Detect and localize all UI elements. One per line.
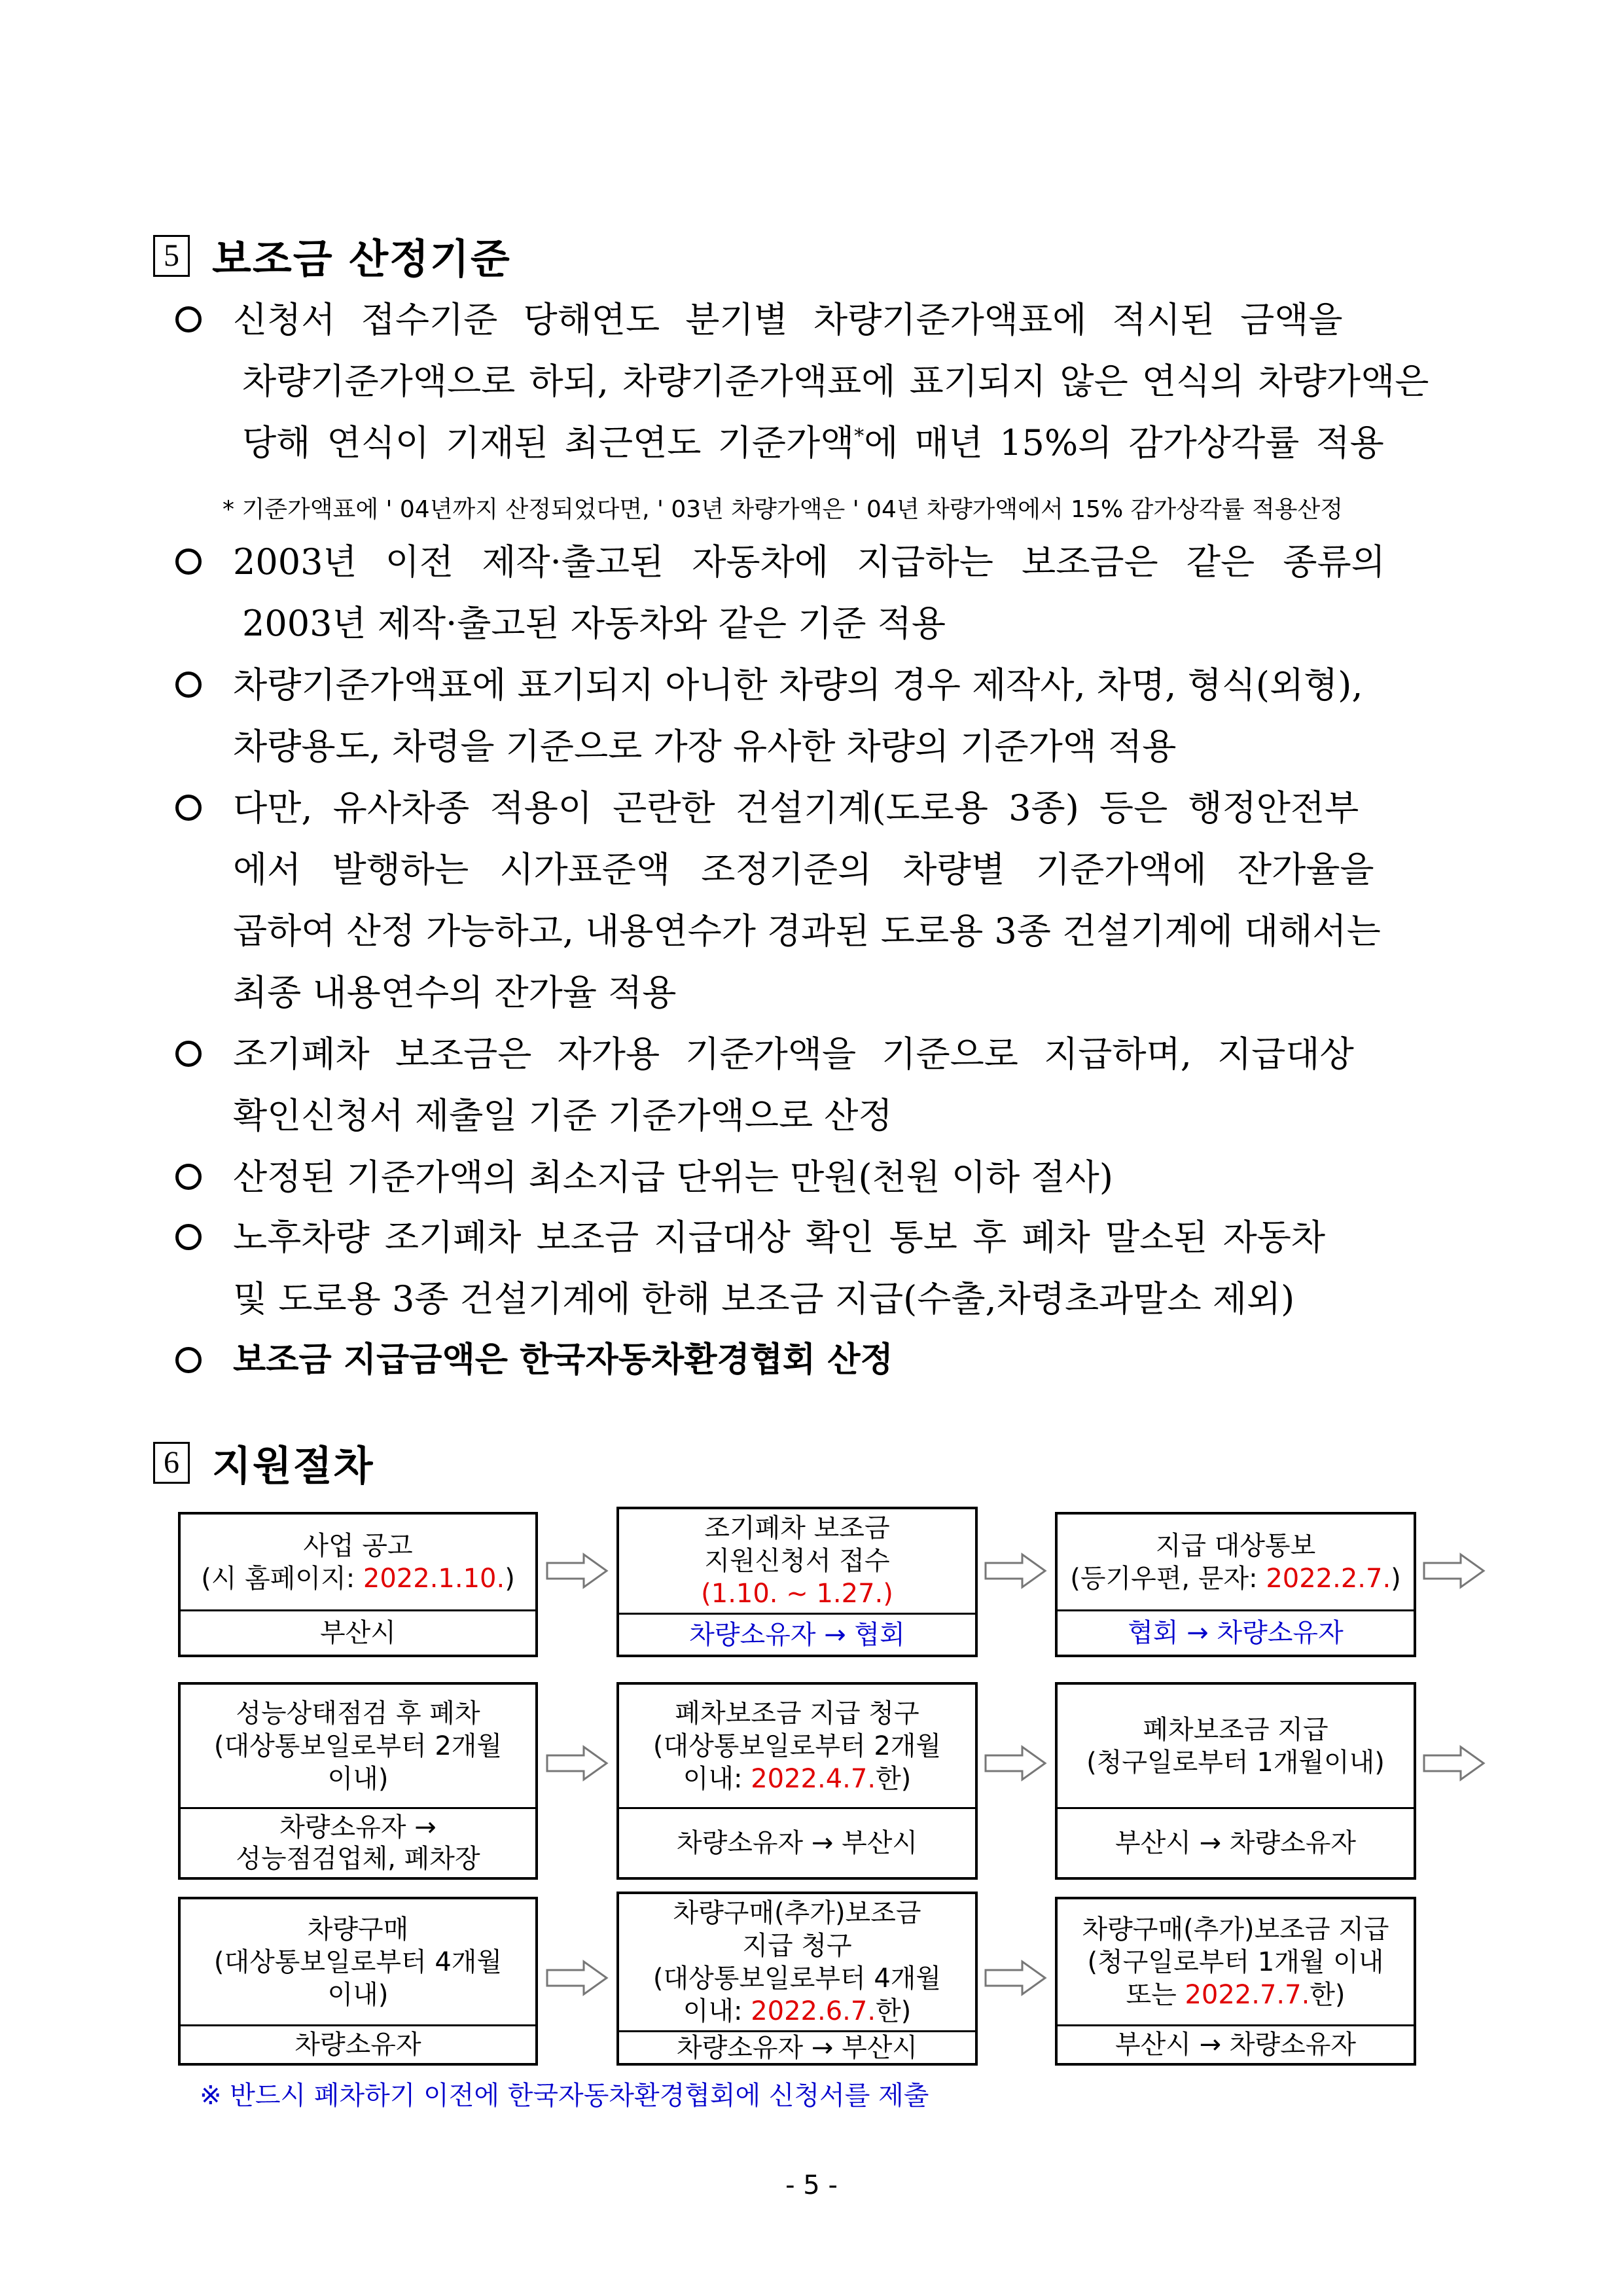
section-6-header: [153, 1433, 374, 1492]
step-1-actor: 부산시: [181, 1609, 535, 1655]
step-3-sub: (등기우편, 문자: 2022.2.7.): [1070, 1563, 1401, 1594]
step-4-box: [178, 1682, 538, 1880]
step-7-sub: (대상통보일로부터 4개월: [213, 1946, 503, 1977]
section-5-title: 보조금 산정기준: [212, 235, 511, 283]
bullet-circle-icon: [175, 795, 202, 821]
bullet-circle-icon: [175, 1041, 202, 1067]
item5-line1: 조기폐차 보조금은 자가용 기준가액을 기준으로 지급하며, 지급대상: [233, 1033, 1354, 1075]
step-5-actor: 차량소유자 → 부산시: [619, 1807, 975, 1877]
step-4-actor-line1: 차량소유자 →: [279, 1812, 437, 1842]
depreciation-note: * 기준가액표에 ' 04년까지 산정되었다면, ' 03년 차량가액은 ' 04년 차량가액에서 15% 감가상각률 적용산정: [223, 496, 1344, 523]
bullet-circle-icon: [175, 306, 202, 332]
flow-arrow-right-icon: [1423, 1552, 1486, 1589]
flow-arrow-right-icon: [984, 1960, 1047, 1996]
step-8-sub: (대상통보일로부터 4개월: [652, 1964, 942, 1994]
step-1-sub: (시 홈페이지: 2022.1.10.): [201, 1563, 515, 1594]
step-4-actor: [181, 1807, 535, 1877]
item1-line3: [242, 422, 1457, 463]
step-2-sub: (1.10. ~ 1.27.): [701, 1579, 893, 1609]
section-6-title: 지원절차: [212, 1442, 374, 1490]
step-9-box: [1055, 1897, 1416, 2066]
bullet-circle-icon: [175, 1347, 202, 1373]
item4-line1: 다만, 유사차종 적용이 곤란한 건설기계(도로용 3종) 등은 행정안전부: [233, 787, 1359, 829]
page-number: - 5 -: [785, 2170, 838, 2200]
step-7-sub2: 이내): [327, 1979, 389, 2010]
step-9-actor: 부산시 → 차량소유자: [1058, 2024, 1414, 2063]
step-7-box: [178, 1897, 538, 2066]
step-6-box: [1055, 1682, 1416, 1880]
item7-line1: 노후차량 조기폐차 보조금 지급대상 확인 통보 후 폐차 말소된 자동차: [233, 1217, 1326, 1258]
step-1-title: 사업 공고: [303, 1530, 413, 1561]
step-8-box: [616, 1892, 978, 2066]
item1-line3-text: 당해 연식이 기재된 최근연도 기준가액*에 매년 15%의 감가상각률 적용: [242, 422, 1384, 463]
bullet-circle-icon: [175, 548, 202, 575]
step-9-sub2: 또는 2022.7.7.한): [1126, 1979, 1346, 2010]
item5-line2: 확인신청서 제출일 기준 기준가액으로 산정: [233, 1095, 893, 1136]
step-7-actor: 차량소유자: [181, 2024, 535, 2063]
step-3-box: [1055, 1512, 1416, 1657]
item3-line1: 차량기준가액표에 표기되지 아니한 차량의 경우 제작사, 차명, 형식(외형),: [233, 664, 1363, 706]
step-2-actor: 차량소유자 → 협회: [619, 1613, 975, 1655]
step-9-sub: (청구일로부터 1개월 이내: [1087, 1946, 1384, 1977]
item3-line2: 차량용도, 차령을 기준으로 가장 유사한 차량의 기준가액 적용: [233, 726, 1177, 767]
step-5-sub2: 이내: 2022.4.7.한): [683, 1763, 912, 1794]
step-6-sub: (청구일로부터 1개월이내): [1086, 1747, 1385, 1778]
step-6-actor: 부산시 → 차량소유자: [1058, 1807, 1414, 1877]
step-8-sub2: 이내: 2022.6.7.한): [683, 1996, 912, 2026]
section-6-number: 6: [153, 1442, 190, 1484]
flow-arrow-right-icon: [984, 1552, 1047, 1589]
flow-arrow-right-icon: [546, 1745, 609, 1782]
step-4-title: 성능상태점검 후 폐차: [236, 1698, 480, 1729]
step-8-title: 차량구매(추가)보조금: [673, 1898, 921, 1928]
step-2-title2: 지원신청서 접수: [704, 1546, 890, 1576]
item4-line3: 곱하여 산정 가능하고, 내용연수가 경과된 도로용 3종 건설기계에 대해서는: [233, 910, 1381, 952]
step-1-box: [178, 1512, 538, 1657]
bullet-circle-icon: [175, 1224, 202, 1250]
flow-arrow-right-icon: [546, 1552, 609, 1589]
flow-footnote: ※ 반드시 폐차하기 이전에 한국자동차환경협회에 신청서를 제출: [200, 2081, 929, 2111]
step-7-title: 차량구매: [307, 1914, 409, 1945]
section-5-header: [153, 226, 511, 285]
step-8-actor: 차량소유자 → 부산시: [619, 2030, 975, 2064]
item4-line2: 에서 발행하는 시가표준액 조정기준의 차량별 기준가액에 잔가율을: [233, 849, 1374, 890]
flow-arrow-right-icon: [1423, 1745, 1486, 1782]
step-5-title: 폐차보조금 지급 청구: [675, 1698, 919, 1729]
bullet-circle-icon: [175, 672, 202, 698]
flow-arrow-right-icon: [546, 1960, 609, 1996]
step-2-box: [616, 1507, 978, 1657]
step-9-title: 차량구매(추가)보조금 지급: [1082, 1914, 1389, 1945]
item7-line2: 및 도로용 3종 건설기계에 한해 보조금 지급(수출,차령초과말소 제외): [233, 1278, 1295, 1319]
step-2-title: 조기폐차 보조금: [704, 1513, 890, 1543]
step-4-sub: (대상통보일로부터 2개월: [213, 1731, 503, 1761]
step-3-title: 지급 대상통보: [1155, 1530, 1316, 1561]
flow-arrow-right-icon: [984, 1745, 1047, 1782]
step-4-sub2: 이내): [327, 1763, 389, 1794]
step-4-actor-line2: 성능점검업체, 폐차장: [236, 1844, 480, 1874]
item1-line2: 차량기준가액으로 하되, 차량기준가액표에 표기되지 않은 연식의 차량가액은: [242, 361, 1429, 402]
item1-line1: 신청서 접수기준 당해연도 분기별 차량기준가액표에 적시된 금액을: [233, 299, 1343, 340]
step-6-title: 폐차보조금 지급: [1143, 1714, 1329, 1745]
item4-line4: 최종 내용연수의 잔가율 적용: [233, 972, 677, 1013]
step-5-box: [616, 1682, 978, 1880]
step-3-actor: 협회 → 차량소유자: [1058, 1609, 1414, 1655]
item6-line1: 산정된 기준가액의 최소지급 단위는 만원(천원 이하 절사): [233, 1157, 1113, 1198]
step-8-title2: 지급 청구: [742, 1931, 852, 1961]
item2-line2: 2003년 제작·출고된 자동차와 같은 기준 적용: [242, 603, 946, 644]
step-5-sub: (대상통보일로부터 2개월: [652, 1731, 942, 1761]
item2-line1: 2003년 이전 제작·출고된 자동차에 지급하는 보조금은 같은 종류의: [233, 541, 1385, 583]
bullet-circle-icon: [175, 1164, 202, 1190]
item8-line1: 보조금 지급금액은 한국자동차환경협회 산정: [233, 1340, 893, 1380]
section-5-number: 5: [153, 235, 190, 277]
